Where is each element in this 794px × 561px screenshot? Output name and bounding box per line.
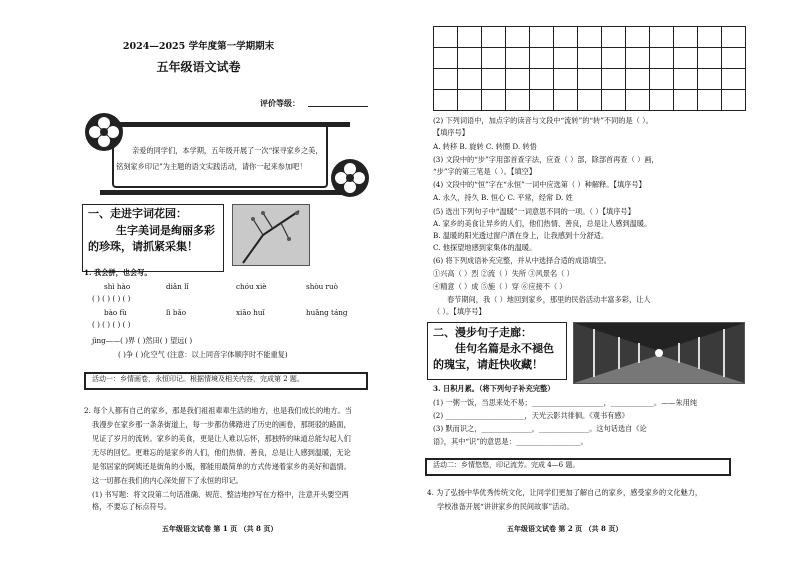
q4-line-1: 4. 为了弘扬中华优秀传统文化，让同学们更加了解自己的家乡，感受家乡的文化魅力， [427, 488, 703, 497]
q3-2[interactable]: (2) ______________________，天光云影共徘徊。《观书有感》 [433, 411, 629, 420]
section1-title: 一、走进字词花园： [88, 207, 187, 220]
q3-4[interactable]: 语》，其中“识”的意思是：__________________。 [433, 437, 588, 446]
writing-grid[interactable] [433, 26, 746, 111]
exam-title: 五年级语文试卷 [156, 60, 241, 74]
banner-bottom-bar [100, 190, 350, 195]
q2-5: (5) 选出下列句子中“温暖”一词意思不同的一项。（ ）【填序号】 [433, 207, 635, 216]
pinyin-1-4: shòu ruò [306, 282, 338, 291]
pinyin-1-2: diǎn lǐ [166, 282, 189, 291]
pinyin-2-4: huǎng táng [306, 308, 348, 317]
activity1-box [84, 372, 368, 390]
q2-5-option-c: C. 他探望地感到家集体的温暖。 [433, 243, 537, 252]
plum-blossom-image [232, 204, 310, 266]
page-footer-1: 五年级语文试卷 第 1 页 （共 8 页） [162, 524, 278, 533]
section2-title: 二、漫步句子走廊： [433, 326, 532, 339]
q2-line-3: 见证了岁月的流转。家乡的美食，更是让人难以忘怀，那独特的味道总能勾起人们 [92, 434, 351, 443]
q2-4: (4) 文段中的“恒”字在“永恒”一词中应选第（ ）种解释。【填序号】 [433, 180, 646, 189]
q2-5-option-b: B. 温暖的阳光透过窗户洒在身上，让我感到十分舒适。 [433, 231, 609, 240]
q2-6-sentence: 春节期间，我（ ）地回到家乡，那里的民俗活动丰富多彩，让人 [447, 295, 651, 304]
section1-sub2: 的珍珠，请抓紧采集！ [88, 240, 198, 253]
pinyin-2-1: bào fù [104, 308, 127, 317]
pinyin-2-3: xiāo huǐ [236, 308, 265, 317]
q2-line-6: 这一切都在我们的内心深处留下了永恒的印记。 [92, 476, 243, 485]
grade-blank[interactable] [308, 106, 368, 107]
section2-sub1: 佳句名篇是永不褪色 [455, 342, 554, 355]
section1-sub1: 生字美词是绚丽多彩 [116, 224, 215, 237]
intro-banner [112, 124, 328, 188]
answer-blanks-row-1[interactable]: ( ) ( ) ( ) ( ) [92, 294, 131, 303]
q2-3-line-1: (3) 文段中的“步”字用部首查字法，应查（ ）部，除部首再查（ ）画， [433, 155, 659, 164]
jing-line-2[interactable]: ( )争 ( )化空气 (注意：以上同音字体顺序时不能重复) [118, 350, 288, 359]
q2-6-sentence-end: （ ）。【填序号】 [433, 307, 486, 316]
q2-line-1: 2. 每个人都有自己的家乡，那是我们祖祖辈辈生活的地方，也是我们成长的地方。当 [84, 406, 352, 415]
pinyin-1-1: shì hào [104, 282, 131, 291]
corridor-image [573, 322, 745, 384]
section2-sub2: 的瑰宝，请赶快收藏！ [433, 358, 543, 371]
idioms-row-1[interactable]: ①兴高（ ）烈 ②流（ ）失所 ③风景名（ ） [433, 269, 574, 278]
activity1-text: 活动一：乡情画卷，永恒印记。根据情境及相关内容，完成第 2 题。 [92, 375, 304, 383]
q2-2-tag: 【填序号】 [433, 128, 469, 137]
q2-line-4: 无尽的回忆。更难忘的是家乡的人们，他们热情、善良，总是让人感到温暖，无论 [92, 448, 351, 457]
q2-line-5: 是邻居家的阿姨还是街角的小贩，都能用最简单的方式传递着家乡的美好和温情。 [92, 462, 351, 471]
q2-2-options: A. 转移 B. 旋转 C. 转圈 D. 转悟 [433, 142, 537, 151]
activity2-box [425, 458, 731, 476]
grade-label: 评价等级： [260, 98, 300, 108]
flower-icon [84, 112, 124, 152]
intro-line-1: 亲爱的同学们，本学期，五年级开展了一次“探寻家乡之美， [132, 146, 323, 155]
q2-line-2: 我漫步在家乡那一条条街道上，每一步都仿佛踏进了历史的画卷，那斑驳的路面， [92, 420, 351, 429]
flower-icon [330, 158, 370, 198]
q2-1-line-1: (1) 书写题：将文段第二句话准确、规范、整洁地抄写在方格中，注意开头要空两 [92, 490, 349, 499]
intro-line-2: 铭刻家乡印记”为主题的语文实践活动，请你一起来参加吧！ [116, 162, 307, 171]
activity2-text: 活动二：乡情悠悠，印记流芳。完成 4—6 题。 [433, 461, 580, 469]
answer-blanks-row-2[interactable]: ( ) ( ) ( ) ( ) [92, 320, 131, 329]
q3-1[interactable]: (1) 一粥一饭，当思来处不易；____________________，____________。——朱用纯 [433, 398, 698, 407]
question-1: 1. 我会拼，也会写。 [84, 268, 152, 277]
right-page [397, 0, 794, 561]
pinyin-1-3: chóu xiè [236, 282, 267, 291]
exam-year-title: 2024—2025 学年度第一学期期末 [122, 41, 275, 52]
q2-5-option-a: A. 家乡的美食让异乡的人们，他们热情、善良，总是让人感到温暖。 [433, 219, 652, 228]
q2-1-line-2: 格，不要忘了标点符号。 [92, 502, 172, 511]
q2-6: (6) 将下列成语补充完整，并从中选择合适的成语填空。 [433, 256, 611, 265]
q2-3-line-2: “步”字的第三笔是（ ）。【填空】 [433, 167, 537, 176]
question-3: 3. 日积月累。（将下列句子补充完整） [433, 384, 555, 393]
page-footer-2: 五年级语文试卷 第 2 页 （共 8 页） [507, 524, 623, 533]
idioms-row-2[interactable]: ④精意（ ）成 ⑤施（ ）穿 ⑥应接不（ ） [433, 282, 567, 291]
q2-4-options: A. 永久，持久 B. 恒心 C. 平常，经常 D. 姓 [433, 193, 573, 202]
pinyin-2-2: lì bǎo [166, 308, 187, 317]
q2-2: (2) 下列词语中，加点字的读音与文段中“流转”的“转”不同的是（ ）。 [433, 116, 653, 125]
jing-line-1[interactable]: jìng——( )界 ( )然田( ) 望远( ) [92, 336, 193, 345]
q3-3[interactable]: (3) 默而识之，______________，______________。这句话选自《论 [433, 424, 647, 433]
q4-line-2: 学校准备开展“讲讲家乡的民间故事”活动。 [437, 502, 574, 511]
